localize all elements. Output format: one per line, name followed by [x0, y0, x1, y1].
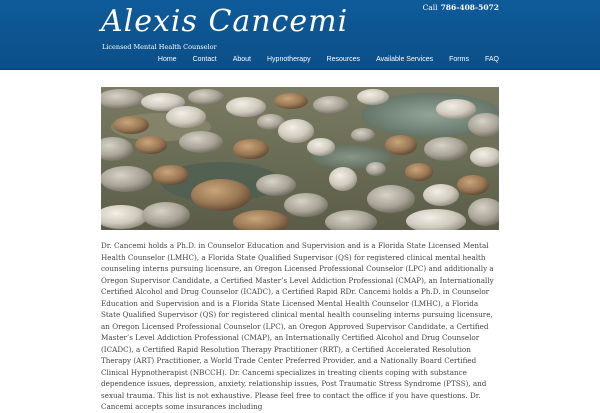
main-nav: [150, 56, 499, 63]
river-rocks-illustration: [101, 87, 499, 230]
nav-hypnotherapy[interactable]: Hypnotherapy: [267, 56, 311, 63]
nav-faq[interactable]: FAQ: [484, 56, 499, 63]
call-label: Call: [422, 3, 438, 12]
main-content: [101, 240, 499, 413]
nav-forms[interactable]: Forms: [449, 56, 469, 63]
site-tagline: Licensed Mental Health Counselor: [102, 43, 217, 51]
nav-about[interactable]: About: [232, 56, 251, 63]
nav-available-services[interactable]: Available Services: [376, 56, 434, 63]
nav-resources[interactable]: Resources: [326, 56, 361, 63]
nav-contact[interactable]: Contact: [192, 56, 217, 63]
call-info: [423, 3, 499, 12]
bio-paragraph: Dr. Cancemi holds a Ph.D. in Counselor Education and Supervision and is a Florida State Licensed Mental Health Counselor (LMHC), a Florida State Qualified Supervisor (QS) for registered clinical mental health counseling interns pursuing licensure, an Oregon Licensed Professional Counselor (LPC) and additionally a Oregon Supervisor Candidate, a Certified Master’s Level Addiction Professional (CMAP), an Internationally Certified Alcohol and Drug Counselor (ICADC), a Certified Rapid RDr. Cancemi holds a Ph.D. in Counselor Education and Supervision and is a Florida State Licensed Mental Health Counselor (LMHC), a Florida State Qualified Supervisor (QS) for registered clinical mental health counseling interns pursuing licensure, an Oregon Licensed Professional Counselor (LPC), an Oregon Approved Supervisor Candidate, a Certified Master’s Level Addiction Professional (CMAP), an Internationally Certified Alcohol and Drug Counselor (ICADC), a Certified Rapid Resolution Therapy Practitioner (RRT), a Certified Accelerated Resolution Therapy (ART) Practitioner, a World Trade Center Preferred Provider, and a Nationally Board Certified Clinical Hypnotherapist (NBCCH). Dr. Cancemi specializes in treating clients coping with substance dependence issues, depression, anxiety, relationship issues, Post Traumatic Stress Syndrome (PTSS), and sexual trauma. This list is not exhaustive. Please feel free to contact the office if you have questions. Dr. Cancemi accepts some insurances including: [101, 241, 494, 411]
hero-image-river-rocks: [101, 87, 499, 230]
phone-number[interactable]: 786-408-5072: [440, 3, 499, 12]
nav-home[interactable]: Home: [157, 56, 177, 63]
site-header: [0, 0, 600, 70]
site-logo[interactable]: Alexis Cancemi: [101, 4, 349, 39]
